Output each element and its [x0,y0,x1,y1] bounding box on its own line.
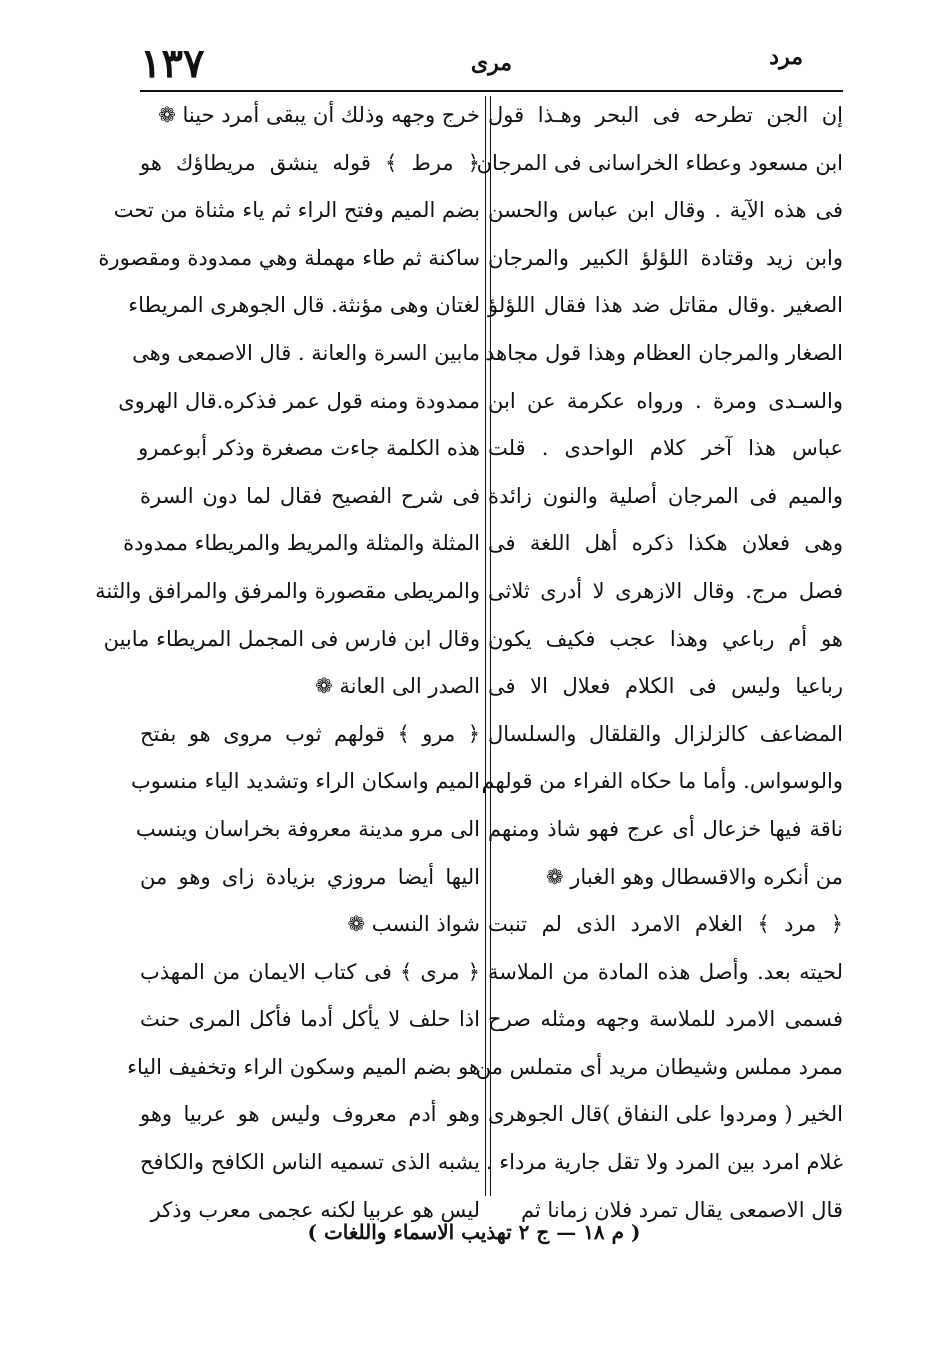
header-entry-right: مرد [769,44,803,70]
text-line: الصدر الى العانة ❁ [315,674,480,699]
text-line: عباس هذا آخر كلام الواحدى . قلت [488,436,843,461]
text-line: خرج وجهه وذلك أن يبقى أمرد حينا ❁ [158,103,480,127]
text-line: ليس هو عربيا لكنه عجمى معرب وذكر [150,1197,480,1222]
text-line: الصغار والمرجان العظام وهذا قول مجاهد [485,340,843,365]
right-text-column [475,92,843,1234]
text-line: ﴿ مرط ﴾ قوله ينشق مريطاؤك هو [140,150,480,175]
text-line: إن الجن تطرحه فى البحر وهـذا قول [488,103,843,127]
text-line: والمريطى مقصورة والمرفق والمرافق والثنة [95,578,480,603]
text-line: والوسواس. وأما ما حكاه الفراء من قولهم [481,769,843,794]
text-line: وهو أدم معروف وليس هو عربيا وهو [140,1102,480,1127]
text-line: لحيته بعد. وأصل هذه المادة من الملاسة [488,959,843,984]
text-line: قال الاصمعى يقال تمرد فلان زمانا ثم [520,1197,843,1222]
text-line: ابن مسعود وعطاء الخراسانى فى المرجان [476,150,843,175]
header-entry-left: مرى [470,50,513,76]
text-line: ﴿ مرى ﴾ فى كتاب الايمان من المهذب [140,959,480,984]
text-line: من أنكره والاقسطال وهو الغبار ❁ [546,864,843,889]
page-header [140,40,843,90]
text-line: ﴿ مرد ﴾ الغلام الامرد الذى لم تنبت [488,912,843,937]
text-line: وهى فعلان هكذا ذكره أهل اللغة فى [488,531,843,556]
text-line: الميم واسكان الراء وتشديد الياء منسوب [131,769,480,794]
text-line: المضاعف كالزلزال والقلقال والسلسال [488,721,843,746]
text-line: ناقة فيها خزعال أى عرج فهو شاذ ومنهم [488,816,843,841]
text-line: ﴿ مرو ﴾ قولهم ثوب مروى هو بفتح [140,721,480,746]
text-line: فى شرح الفصيح فقال لما دون السرة [140,483,480,508]
text-line: بضم الميم وفتح الراء ثم ياء مثناة من تحت [113,198,480,223]
text-line: الصغير .وقال مقاتل ضد هذا فقال اللؤلؤ [488,293,843,318]
text-line: والميم فى المرجان أصلية والنون زائدة [488,483,843,508]
left-text-column [95,92,480,1234]
page-footer: ( م ١٨ — ج ٢ تهذيب الاسماء واللغات ) [307,1220,641,1244]
text-line: اليها أيضا مروزي بزيادة زاى وهو من [140,864,480,889]
text-line: لغتان وهى مؤنثة. قال الجوهرى المريطاء [128,293,480,318]
text-line: ساكنة ثم طاء مهملة وهي ممدودة ومقصورة [98,245,480,270]
text-line: الى مرو مدينة معروفة بخراسان وينسب [135,816,480,841]
text-line: اذا حلف لا يأكل أدما فأكل المرى حنث [140,1007,480,1032]
text-line: ممدودة ومنه قول عمر فذكره.قال الهروى [118,388,480,413]
text-line: وابن زيد وقتادة اللؤلؤ الكبير والمرجان [488,245,843,270]
text-line: مابين السرة والعانة . قال الاصمعى وهى [132,340,480,365]
text-line: الخير ( ومردوا على النفاق )قال الجوهرى [488,1102,843,1127]
text-line: شواذ النسب ❁ [347,912,480,937]
text-line: يشبه الذى تسميه الناس الكافح والكافح [140,1150,480,1175]
text-line: هو أم رباعي وهذا عجب فكيف يكون [488,626,843,651]
text-line: والسـدى ومرة . ورواه عكرمة عن ابن [488,388,843,413]
text-line: ممرد مملس وشيطان مريد أى متملس من [475,1054,843,1079]
page-number: ١٣٧ [140,40,205,87]
text-line: المثلة والمثلة والمريط والمريطاء ممدودة [123,531,480,556]
text-line: هو بضم الميم وسكون الراء وتخفيف الياء [127,1054,480,1079]
text-line: فى هذه الآية . وقال ابن عباس والحسن [488,198,843,223]
text-line: فصل مرج. وقال الازهرى لا أدرى ثلاثى [488,578,843,603]
text-line: وقال ابن فارس فى المجمل المريطاء مابين [103,626,480,651]
text-line: فسمى الامرد للملاسة وجهه ومثله صرح [488,1007,843,1032]
text-line: هذه الكلمة جاءت مصغرة وذكر أبوعمرو [138,436,480,461]
text-line: رباعيا وليس فى الكلام فعلال الا فى [488,674,843,699]
text-line: غلام امرد بين المرد ولا تقل جارية مرداء . [485,1150,843,1175]
